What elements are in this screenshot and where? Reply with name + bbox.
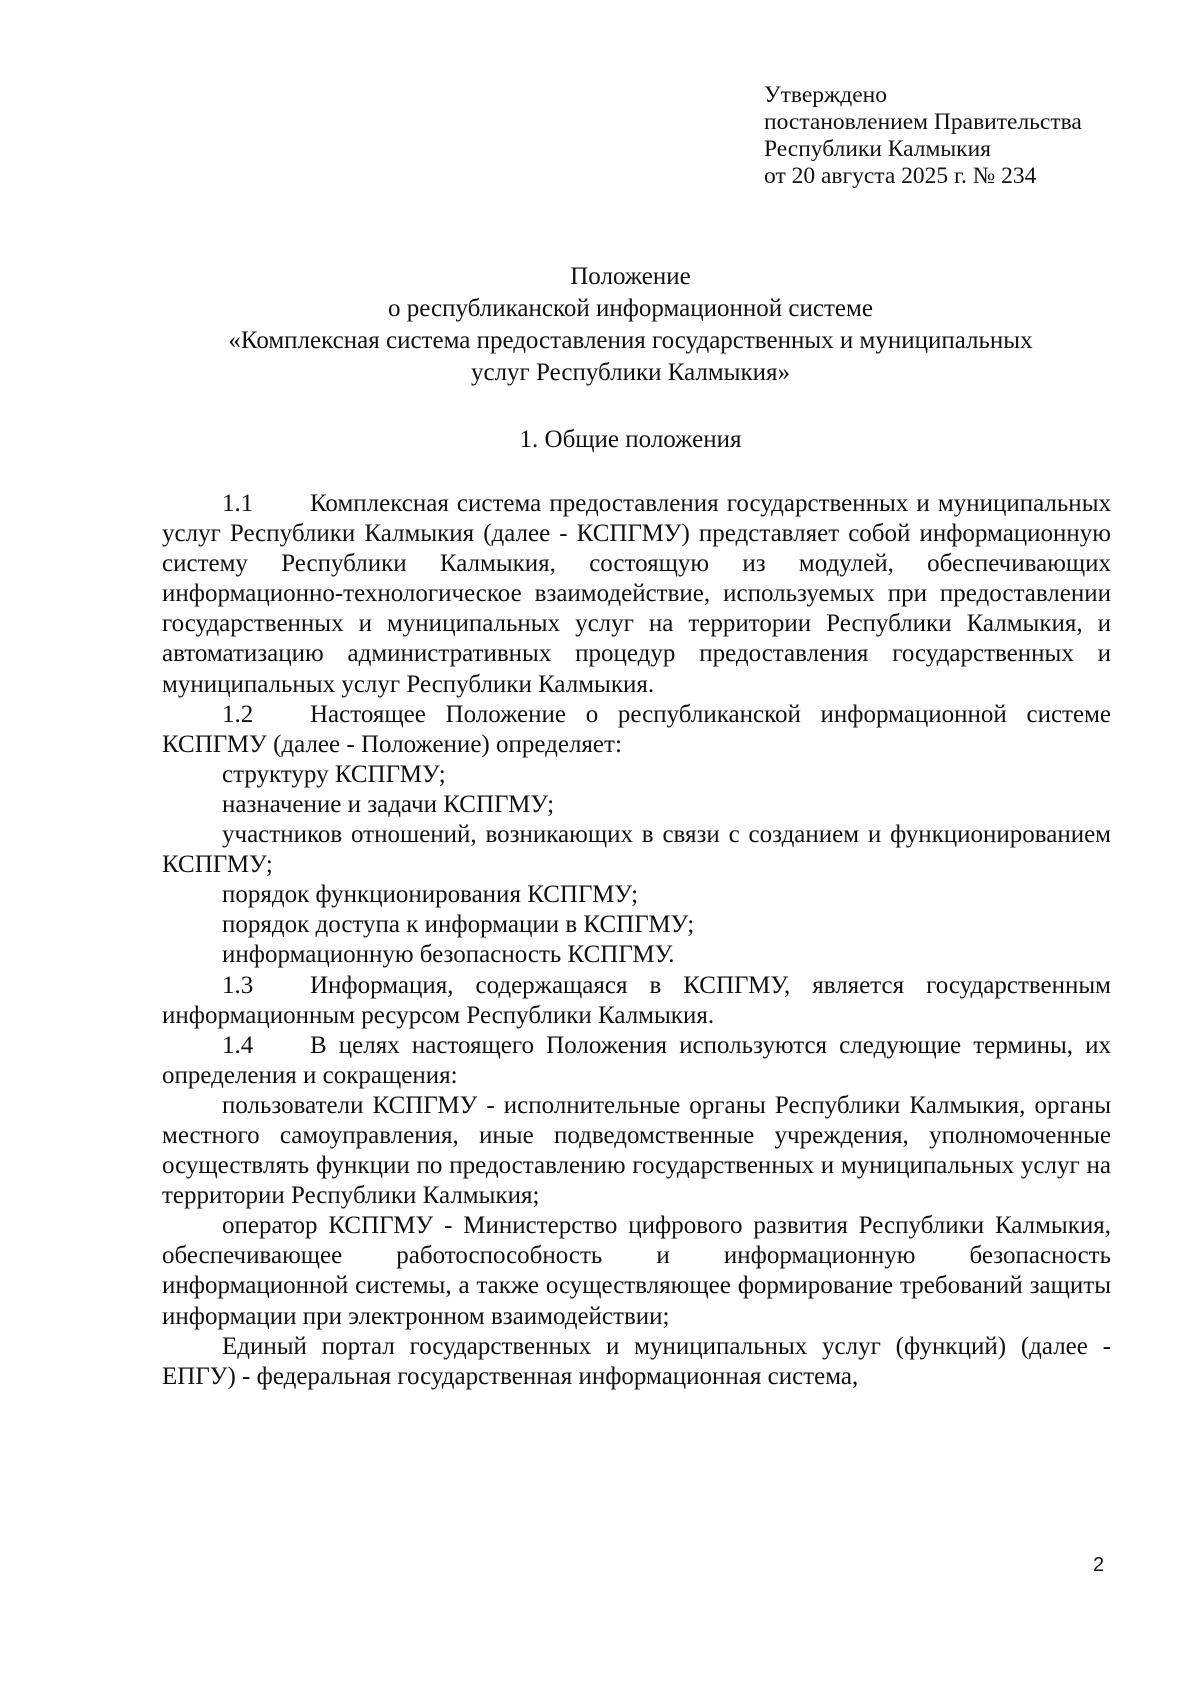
paragraph-1-3 xyxy=(162,971,1111,1031)
section-heading: 1. Общие положения xyxy=(519,426,742,453)
title-line-1: Положение xyxy=(570,263,691,290)
list-item: участников отношений, возникающих в связи с созданием и функционированием КСПГМУ; xyxy=(162,821,1111,879)
paragraph-number: 1.3 xyxy=(222,971,254,999)
title-line-2: о республиканской информационной системе xyxy=(388,295,873,322)
paragraph-text: Информация, содержащаяся в КСПГМУ, является государственным информационным ресурсом Республики Калмыкия. xyxy=(162,971,1111,1029)
approval-line-1: Утверждено xyxy=(764,82,887,108)
document-title xyxy=(150,261,1111,389)
paragraph-number: 1.2 xyxy=(222,700,254,728)
list-item: назначение и задачи КСПГМУ; xyxy=(222,790,555,818)
title-line-4: услуг Республики Калмыкия» xyxy=(470,359,791,386)
approval-line-2: постановлением Правительства xyxy=(764,109,1082,135)
paragraph-text: Настоящее Положение о республиканской информационной системе КСПГМУ (далее - Положение) определяет: xyxy=(162,700,1111,758)
paragraph-text: В целях настоящего Положения используются следующие термины, их определения и сокращения: xyxy=(162,1031,1111,1089)
document-body xyxy=(162,489,1111,1392)
paragraph-number: 1.1 xyxy=(222,490,254,517)
title-line-3: «Комплексная система предоставления государственных и муниципальных xyxy=(228,327,1033,354)
approval-line-4: от 20 августа 2025 г. № 234 xyxy=(764,163,1037,189)
page-number: 2 xyxy=(1093,1554,1105,1576)
paragraph-1-1 xyxy=(162,489,1111,700)
paragraph-1-2 xyxy=(162,700,1111,760)
list-item: порядок функционирования КСПГМУ; xyxy=(222,881,639,909)
list-item: порядок доступа к информации в КСПГМУ; xyxy=(222,911,695,939)
list-item: информационную безопасность КСПГМУ. xyxy=(222,941,675,969)
approval-stamp xyxy=(764,82,1082,190)
approval-line-3: Республики Калмыкия xyxy=(764,136,991,162)
paragraph-1-4 xyxy=(162,1031,1111,1091)
definition-item: оператор КСПГМУ - Министерство цифрового развития Республики Калмыкия, обеспечивающее работоспособность и информационную безопасность информационной системы, а также осуществляющее формирование требований защиты информации при электронном взаимодействии; xyxy=(162,1212,1111,1330)
paragraph-text: Комплексная система предоставления государственных и муниципальных услуг Республики Калмыкия (далее - КСПГМУ) представляет собой информационную систему Республики Калмыкия, состоящую из модулей, обеспечивающих информационно-технологическое взаимодействие, используемых при предоставлении государственных и муниципальных услуг на территории Республики Калмыкия, и автоматизацию административных процедур предоставления государственных и муниципальных услуг Республики Калмыкия. xyxy=(162,490,1111,698)
list-item: структуру КСПГМУ; xyxy=(222,760,446,788)
definition-item: пользователи КСПГМУ - исполнительные органы Республики Калмыкия, органы местного самоуправления, иные подведомственные учреждения, уполномоченные осуществлять функции по предоставлению государственных и муниципальных услуг на территории Республики Калмыкия; xyxy=(162,1091,1111,1210)
paragraph-number: 1.4 xyxy=(222,1031,254,1059)
definition-item: Единый портал государственных и муниципальных услуг (функций) (далее - ЕПГУ) - федеральная государственная информационная система, xyxy=(162,1332,1111,1390)
